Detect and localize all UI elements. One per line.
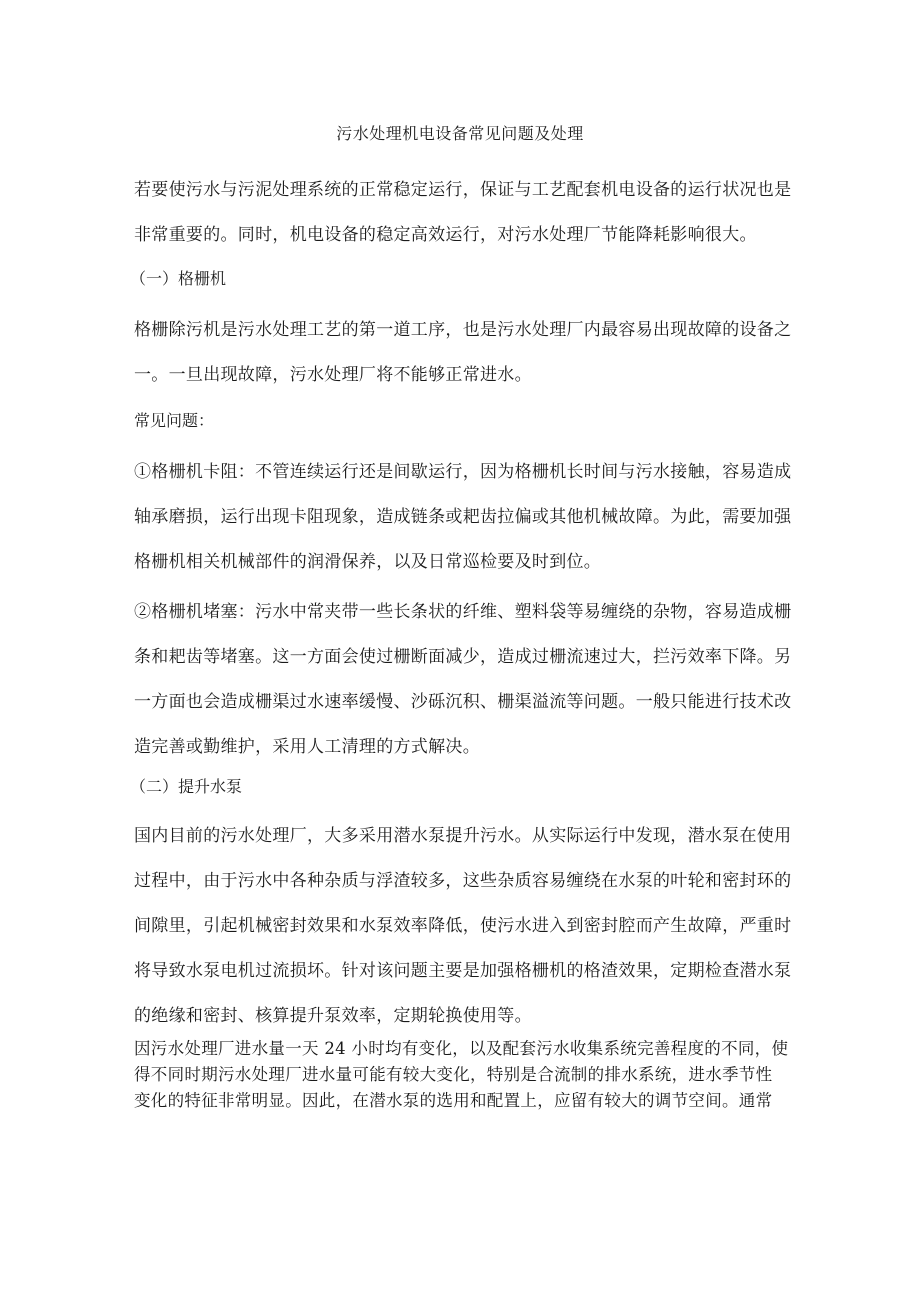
grille-jam-paragraph (134, 450, 790, 585)
text-line: 非常重要的。同时，机电设备的稳定高效运行，对污水处理厂节能降耗影响很大。 (134, 225, 757, 245)
pump-flow-paragraph (134, 1036, 790, 1114)
document-title: 污水处理机电设备常见问题及处理 (336, 124, 584, 143)
text-line: 格栅除污机是污水处理工艺的第一道工序，也是污水处理厂内最容易出现故障的设备之 (134, 320, 792, 340)
text-line: 条和耙齿等堵塞。这一方面会使过栅断面减少，造成过栅流速过大，拦污效率下降。另 (134, 647, 792, 667)
text-line: 的绝缘和密封、核算提升泵效率，定期轮换使用等。 (134, 1006, 532, 1026)
text-line: 一方面也会造成栅渠过水速率缓慢、沙砾沉积、栅渠溢流等问题。一般只能进行技术改 (134, 692, 792, 712)
common-problems-label: 常见问题： (134, 411, 215, 430)
text-line: 将导致水泵电机过流损坏。针对该问题主要是加强格栅机的格渣效果，定期检查潜水泵 (134, 961, 792, 981)
text-line: 过程中，由于污水中各种杂质与浮渣较多，这些杂质容易缠绕在水泵的叶轮和密封环的 (134, 871, 792, 891)
text-line: 若要使污水与污泥处理系统的正常稳定运行，保证与工艺配套机电设备的运行状况也是 (134, 180, 792, 200)
grille-clog-paragraph (134, 590, 790, 770)
text-line: ②格栅机堵塞：污水中常夹带一些长条状的纤维、塑料袋等易缠绕的杂物，容易造成栅 (134, 602, 792, 622)
text-line: 格栅机相关机械部件的润滑保养，以及日常巡检要及时到位。 (134, 552, 602, 572)
text-line: 一。一旦出现故障，污水处理厂将不能够正常进水。 (134, 365, 532, 385)
text-line: 轴承磨损，运行出现卡阻现象，造成链条或耙齿拉偏或其他机械故障。为此，需要加强 (134, 507, 792, 527)
text-line: 间隙里，引起机械密封效果和水泵效率降低，使污水进入到密封腔而产生故障，严重时 (134, 916, 792, 936)
text-line: ①格栅机卡阻：不管连续运行还是间歇运行，因为格栅机长时间与污水接触，容易造成 (134, 462, 792, 482)
section-heading-pump: （二）提升水泵 (130, 777, 243, 796)
text-line: 得不同时期污水处理厂进水量可能有较大变化，特别是合流制的排水系统，进水季节性 (134, 1065, 773, 1084)
text-line: 因污水处理厂进水量一天 24 小时均有变化，以及配套污水收集系统完善程度的不同，使 (134, 1039, 789, 1058)
text-line: 造完善或勤维护，采用人工清理的方式解决。 (134, 737, 480, 757)
section-heading-grille: （一）格栅机 (130, 269, 227, 288)
grille-intro-paragraph (134, 308, 790, 398)
pump-paragraph (134, 814, 790, 1039)
text-line: 国内目前的污水处理厂，大多采用潜水泵提升污水。从实际运行中发现，潜水泵在使用 (134, 826, 792, 846)
intro-paragraph (134, 168, 790, 258)
text-line: 变化的特征非常明显。因此，在潜水泵的选用和配置上，应留有较大的调节空间。通常 (134, 1091, 773, 1110)
